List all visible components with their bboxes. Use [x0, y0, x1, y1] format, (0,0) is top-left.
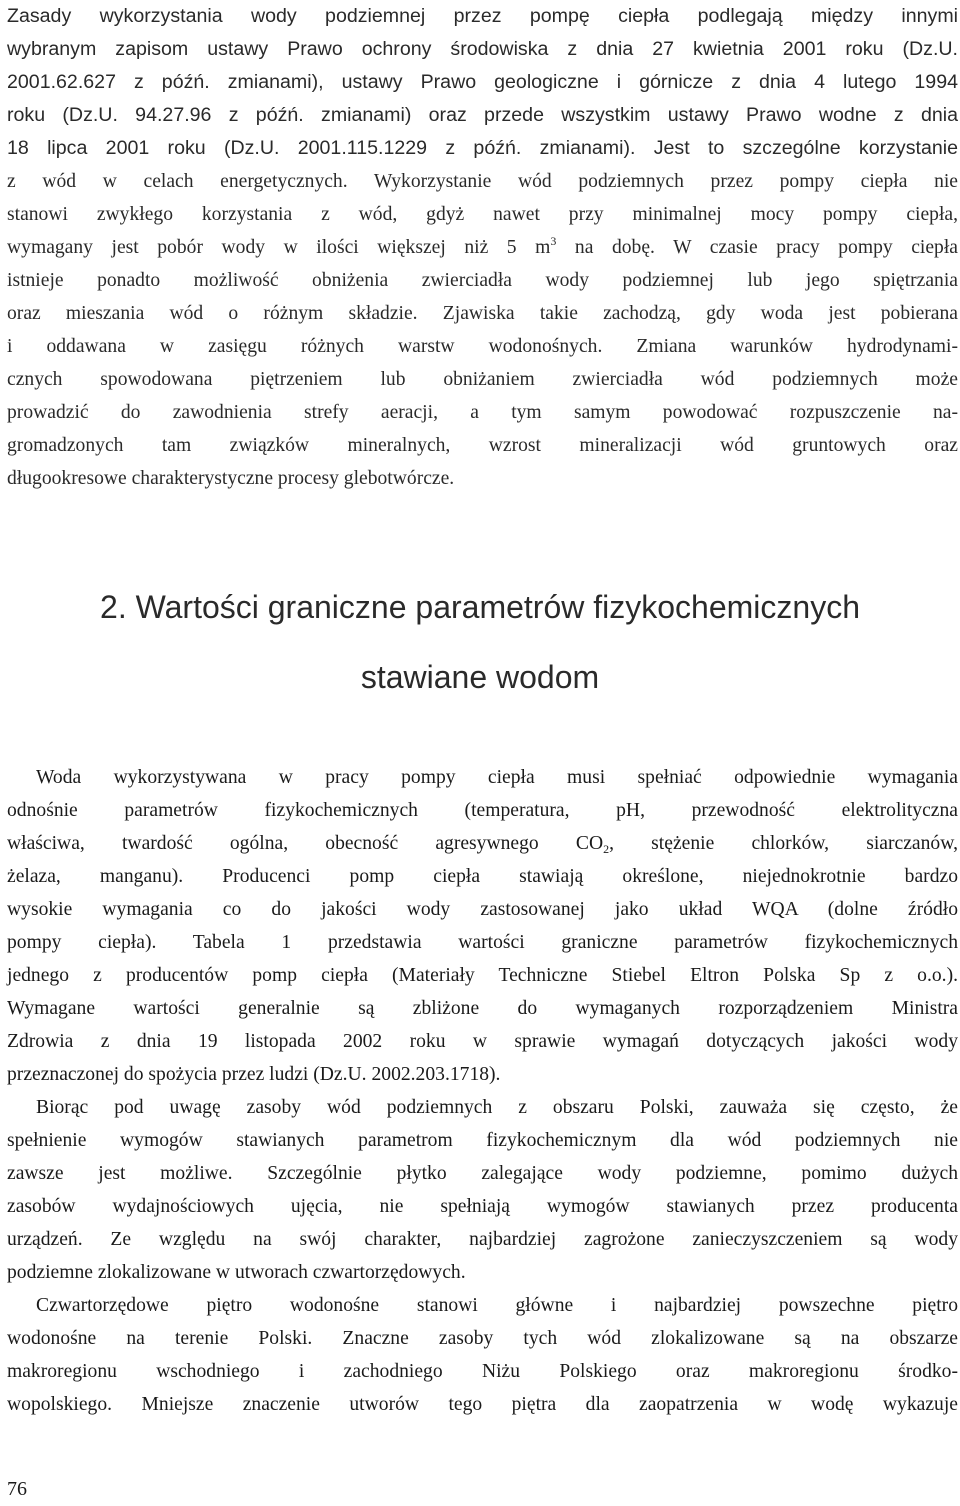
intro-paragraph: [7, 0, 958, 495]
text-line: zasobów wydajnościowych ujęcia, nie spełniają wymogów stawianych przez producenta: [7, 1196, 958, 1217]
page-content: [7, 0, 958, 495]
text-fragment: W czasie pracy pompy ciepła: [654, 237, 958, 258]
text-line: i oddawana w zasięgu różnych warstw wodonośnych. Zmiana warunków hydrodynami-: [7, 336, 958, 357]
paragraph: [7, 761, 958, 1091]
text-line: jednego z producentów pomp ciepła (Materiały Techniczne Stiebel Eltron Polska Sp z o.o.).: [7, 965, 958, 986]
text-line: gromadzonych tam związków mineralnych, wzrost mineralizacji wód gruntowych oraz: [7, 435, 958, 456]
text-line: żelaza, manganu). Producenci pomp ciepła stawiają określone, niejednokrotnie bardzo: [7, 866, 958, 887]
text-line: cznych spowodowana piętrzeniem lub obniżaniem zwierciadła wód podziemnych może: [7, 369, 958, 390]
text-line: oraz mieszania wód o różnym składzie. Zjawiska takie zachodzą, gdy woda jest pobierana: [7, 303, 958, 324]
text-line: długookresowe charakterystyczne procesy glebotwórcze.: [7, 468, 455, 489]
text-fragment: wymagany jest pobór wody w ilości większej niż 5 m: [7, 237, 551, 258]
text-line: Woda wykorzystywana w pracy pompy ciepła musi spełniać odpowiednie wymagania: [36, 767, 958, 788]
text-line: Biorąc pod uwagę zasoby wód podziemnych z obszaru Polski, zauważa się często, że: [36, 1097, 958, 1118]
text-line: roku (Dz.U. 94.27.96 z późń. zmianami) oraz przede wszystkim ustawy Prawo wodne z dnia: [7, 104, 958, 126]
text-line: [7, 165, 958, 198]
text-line: zawsze jest możliwe. Szczególnie płytko zalegające wody podziemne, pomimo dużych: [7, 1163, 958, 1184]
text-line: pompy ciepła). Tabela 1 przedstawia wartości graniczne parametrów fizykochemicznych: [7, 932, 958, 953]
text-line: podziemne zlokalizowane w utworach czwartorzędowych.: [7, 1262, 466, 1283]
text-line: Zasady wykorzystania wody podziemnej przez pompę ciepła podlegają między innymi: [7, 5, 958, 27]
text-line: urządzeń. Ze względu na swój charakter, najbardziej zagrożone zanieczyszczeniem są wody: [7, 1229, 958, 1250]
text-line: Wymagane wartości generalnie są zbliżone do wymaganych rozporządzeniem Ministra: [7, 998, 958, 1019]
text-fragment: z wód w celach energetycznych.: [7, 171, 348, 192]
text-line: wodonośne na terenie Polski. Znaczne zasoby tych wód zlokalizowane są na obszarze: [7, 1328, 958, 1349]
text-line: Czwartorzędowe piętro wodonośne stanowi główne i najbardziej powszechne piętro: [36, 1295, 958, 1316]
paragraph: [7, 1091, 958, 1289]
text-line: 2001.62.627 z późń. zmianami), ustawy Prawo geologiczne i górnicze z dnia 4 lutego 1994: [7, 71, 958, 93]
text-fragment: Wykorzystanie wód podziemnych przez pompy ciepła nie: [373, 171, 959, 192]
text-line: makroregionu wschodniego i zachodniego Niżu Polskiego oraz makroregionu środko-: [7, 1361, 958, 1382]
text-line: stanowi zwykłego korzystania z wód, gdyż nawet przy minimalnej mocy pompy ciepła,: [7, 204, 958, 225]
text-fragment: na dobę.: [556, 237, 655, 258]
text-line: wybranym zapisom ustawy Prawo ochrony środowiska z dnia 27 kwietnia 2001 roku (Dz.U.: [7, 38, 958, 60]
text-line: 18 lipca 2001 roku (Dz.U. 2001.115.1229 z późń. zmianami). Jest to szczególne korzystanie: [7, 137, 958, 159]
text-line: wopolskiego. Mniejsze znaczenie utworów tego piętra dla zaopatrzenia w wodę wykazuje: [7, 1394, 958, 1415]
section-heading: 2. Wartości graniczne parametrów fizykochemicznych: [100, 589, 860, 625]
text-line: prowadzić do zawodnienia strefy aeracji, a tym samym powodować rozpuszczenie na-: [7, 402, 958, 423]
text-line: przeznaczonej do spożycia przez ludzi (Dz.U. 2002.203.1718).: [7, 1064, 501, 1085]
text-line: Zdrowia z dnia 19 listopada 2002 roku w sprawie wymagań dotyczących jakości wody: [7, 1031, 958, 1052]
section-heading-continued: stawiane wodom: [360, 659, 600, 695]
section-body: [7, 761, 958, 1421]
text-line: wysokie wymagania co do jakości wody zastosowanej jako układ WQA (dolne źródło: [7, 899, 958, 920]
text-line: odnośnie parametrów fizykochemicznych (temperatura, pH, przewodność elektrolityczna: [7, 800, 958, 821]
text-fragment: , stężenie chlorków, siarczanów,: [609, 833, 958, 854]
page-number: 76: [7, 1478, 27, 1500]
text-line: istnieje ponadto możliwość obniżenia zwierciadła wody podziemnej lub jego spiętrzania: [7, 270, 958, 291]
text-line: spełnienie wymogów stawianych parametrom fizykochemicznym dla wód podziemnych nie: [7, 1130, 958, 1151]
text-fragment: właściwa, twardość ogólna, obecność agresywnego CO: [7, 833, 604, 854]
text-line: [7, 231, 958, 264]
subscript: 2: [603, 842, 610, 856]
superscript: 3: [550, 234, 557, 248]
paragraph: [7, 1289, 958, 1421]
text-line: [7, 827, 958, 860]
